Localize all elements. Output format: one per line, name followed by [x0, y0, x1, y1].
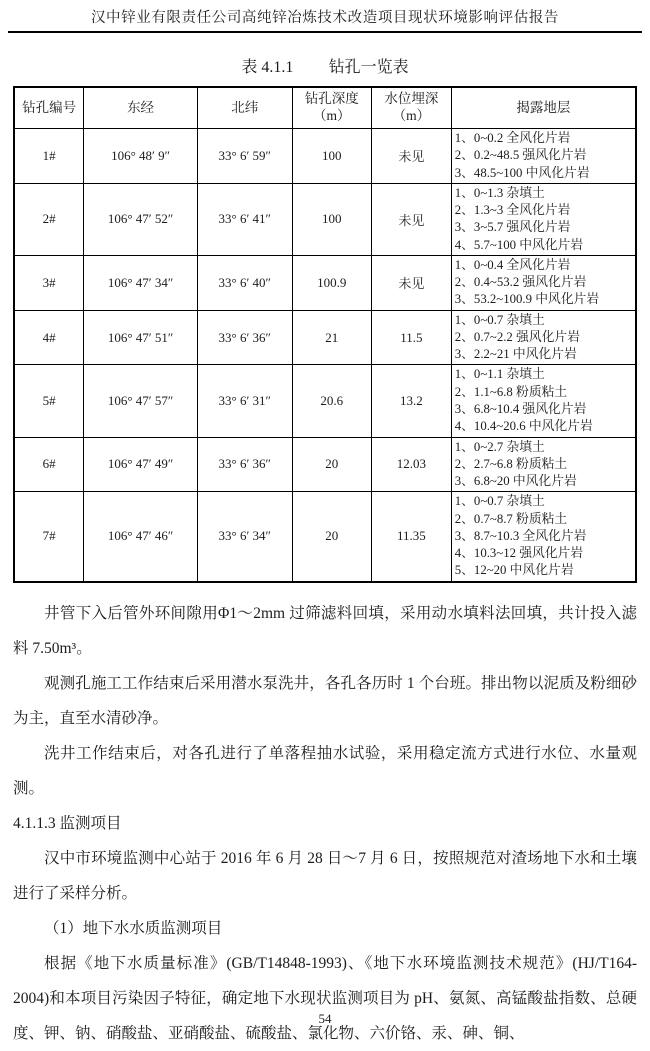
strata-line: 3、3~5.7 强风化片岩	[454, 220, 571, 235]
cell-latitude: 33° 6′ 40″	[197, 255, 292, 310]
column-header-longitude: 东经	[84, 87, 198, 129]
table-row	[14, 492, 636, 582]
paragraph-pumping-test: 洗井工作结束后，对各孔进行了单落程抽水试验，采用稳定流方式进行水位、水量观测。	[13, 744, 637, 797]
column-header-depth: 钻孔深度（m）	[292, 87, 372, 129]
strata-line: 3、6.8~10.4 强风化片岩	[454, 401, 587, 416]
cell-strata	[451, 310, 636, 365]
cell-latitude: 33° 6′ 41″	[197, 183, 292, 255]
strata-line: 3、2.2~21 中风化片岩	[454, 347, 577, 362]
table-row	[14, 183, 636, 255]
strata-line: 1、0~1.3 杂填土	[454, 185, 545, 200]
strata-line: 2、1.3~3 全风化片岩	[454, 203, 571, 218]
cell-water-depth: 11.35	[372, 492, 452, 582]
borehole-table-body	[14, 129, 636, 582]
cell-strata	[451, 129, 636, 184]
paragraph-monitoring-factors: 根据《地下水质量标准》(GB/T14848-1993)、《地下水环境监测技术规范》(HJ/T164-2004)和本项目污染因子特征，确定地下水现状监测项目为 pH、氨氮、高锰酸盐指数、总硬度、钾、钠、硝酸盐、亚硝酸盐、硫酸盐、氯化物、六价铬、汞、砷、铜、	[13, 954, 637, 1042]
cell-depth: 100	[292, 183, 372, 255]
table-caption-title: 钻孔一览表	[328, 59, 409, 76]
table-row	[14, 365, 636, 437]
cell-depth: 100.9	[292, 255, 372, 310]
strata-line: 4、10.3~12 强风化片岩	[454, 546, 584, 561]
strata-line: 1、0~0.2 全风化片岩	[454, 131, 571, 145]
paragraph-sampling-dates: 汉中市环境监测中心站于 2016 年 6 月 28 日～7 月 6 日，按照规范对渣场地下水和土壤进行了采样分析。	[13, 849, 637, 902]
cell-latitude: 33° 6′ 31″	[197, 365, 292, 437]
cell-depth: 20	[292, 492, 372, 582]
cell-longitude: 106° 47′ 52″	[84, 183, 198, 255]
strata-line: 2、2.7~6.8 粉质粘土	[454, 456, 568, 471]
cell-latitude: 33° 6′ 34″	[197, 492, 292, 582]
strata-line: 1、0~1.1 杂填土	[454, 367, 545, 382]
cell-water-depth: 12.03	[372, 437, 452, 492]
cell-longitude: 106° 47′ 51″	[84, 310, 198, 365]
strata-line: 1、0~0.4 全风化片岩	[454, 257, 571, 272]
cell-borehole-id: 1#	[14, 129, 84, 184]
table-caption-label: 表 4.1.1	[241, 59, 294, 76]
strata-line: 2、0.7~8.7 粉质粘土	[454, 511, 568, 526]
paragraph-groundwater-subtitle: （1）地下水水质监测项目	[44, 919, 223, 937]
strata-line: 2、0.7~2.2 强风化片岩	[454, 329, 581, 344]
cell-strata	[451, 437, 636, 492]
cell-latitude: 33° 6′ 59″	[197, 129, 292, 184]
table-row	[14, 437, 636, 492]
borehole-table	[13, 86, 637, 583]
cell-strata	[451, 255, 636, 310]
column-header-borehole-id: 钻孔编号	[14, 87, 84, 129]
paragraph-filter-backfill: 井管下入后管外环间隙用Φ1～2mm 过筛滤料回填，采用动水填料法回填，共计投入滤料 7.50m³。	[13, 604, 637, 657]
cell-water-depth: 未见	[372, 255, 452, 310]
header-row	[14, 87, 636, 129]
strata-line: 3、53.2~100.9 中风化片岩	[454, 292, 600, 307]
cell-borehole-id: 3#	[14, 255, 84, 310]
cell-latitude: 33° 6′ 36″	[197, 437, 292, 492]
column-header-strata: 揭露地层	[451, 87, 636, 129]
cell-longitude: 106° 47′ 34″	[84, 255, 198, 310]
strata-line: 2、0.4~53.2 强风化片岩	[454, 275, 587, 290]
cell-longitude: 106° 47′ 57″	[84, 365, 198, 437]
strata-line: 2、0.2~48.5 强风化片岩	[454, 148, 587, 163]
table-row	[14, 255, 636, 310]
cell-longitude: 106° 48′ 9″	[84, 129, 198, 184]
cell-strata	[451, 183, 636, 255]
strata-line: 5、12~20 中风化片岩	[454, 563, 574, 578]
header-rule	[8, 31, 642, 33]
cell-depth: 20.6	[292, 365, 372, 437]
table-caption	[13, 54, 637, 77]
strata-line: 4、10.4~20.6 中风化片岩	[454, 419, 593, 434]
borehole-table-header	[14, 87, 636, 129]
strata-line: 1、0~0.7 杂填土	[454, 312, 545, 327]
paragraph-well-washing: 观测孔施工工作结束后采用潜水泵洗井，各孔各历时 1 个台班。排出物以泥质及粉细砂为主，直至水清砂净。	[13, 674, 637, 727]
cell-borehole-id: 7#	[14, 492, 84, 582]
column-header-water-depth: 水位埋深（m）	[372, 87, 452, 129]
table-row	[14, 310, 636, 365]
cell-depth: 100	[292, 129, 372, 184]
strata-line: 3、8.7~10.3 全风化片岩	[454, 528, 587, 543]
cell-longitude: 106° 47′ 49″	[84, 437, 198, 492]
cell-borehole-id: 6#	[14, 437, 84, 492]
cell-borehole-id: 5#	[14, 365, 84, 437]
cell-longitude: 106° 47′ 46″	[84, 492, 198, 582]
strata-line: 2、1.1~6.8 粉质粘土	[454, 384, 568, 399]
cell-strata	[451, 492, 636, 582]
cell-strata	[451, 365, 636, 437]
cell-borehole-id: 4#	[14, 310, 84, 365]
cell-depth: 21	[292, 310, 372, 365]
cell-depth: 20	[292, 437, 372, 492]
cell-borehole-id: 2#	[14, 183, 84, 255]
cell-water-depth: 未见	[372, 129, 452, 184]
body-text	[13, 596, 637, 1051]
column-header-latitude: 北纬	[197, 87, 292, 129]
table-row	[14, 129, 636, 184]
strata-line: 1、0~2.7 杂填土	[454, 439, 545, 454]
strata-line: 1、0~0.7 杂填土	[454, 494, 545, 509]
strata-line: 3、48.5~100 中风化片岩	[454, 165, 590, 180]
page-number: 54	[318, 1011, 332, 1026]
running-header-title: 汉中锌业有限责任公司高纯锌冶炼技术改造项目现状环境影响评估报告	[90, 10, 560, 26]
section-heading-monitoring-items: 4.1.1.3 监测项目	[13, 814, 122, 832]
cell-latitude: 33° 6′ 36″	[197, 310, 292, 365]
cell-water-depth: 未见	[372, 183, 452, 255]
cell-water-depth: 13.2	[372, 365, 452, 437]
cell-water-depth: 11.5	[372, 310, 452, 365]
strata-line: 4、5.7~100 中风化片岩	[454, 237, 584, 252]
strata-line: 3、6.8~20 中风化片岩	[454, 474, 577, 489]
